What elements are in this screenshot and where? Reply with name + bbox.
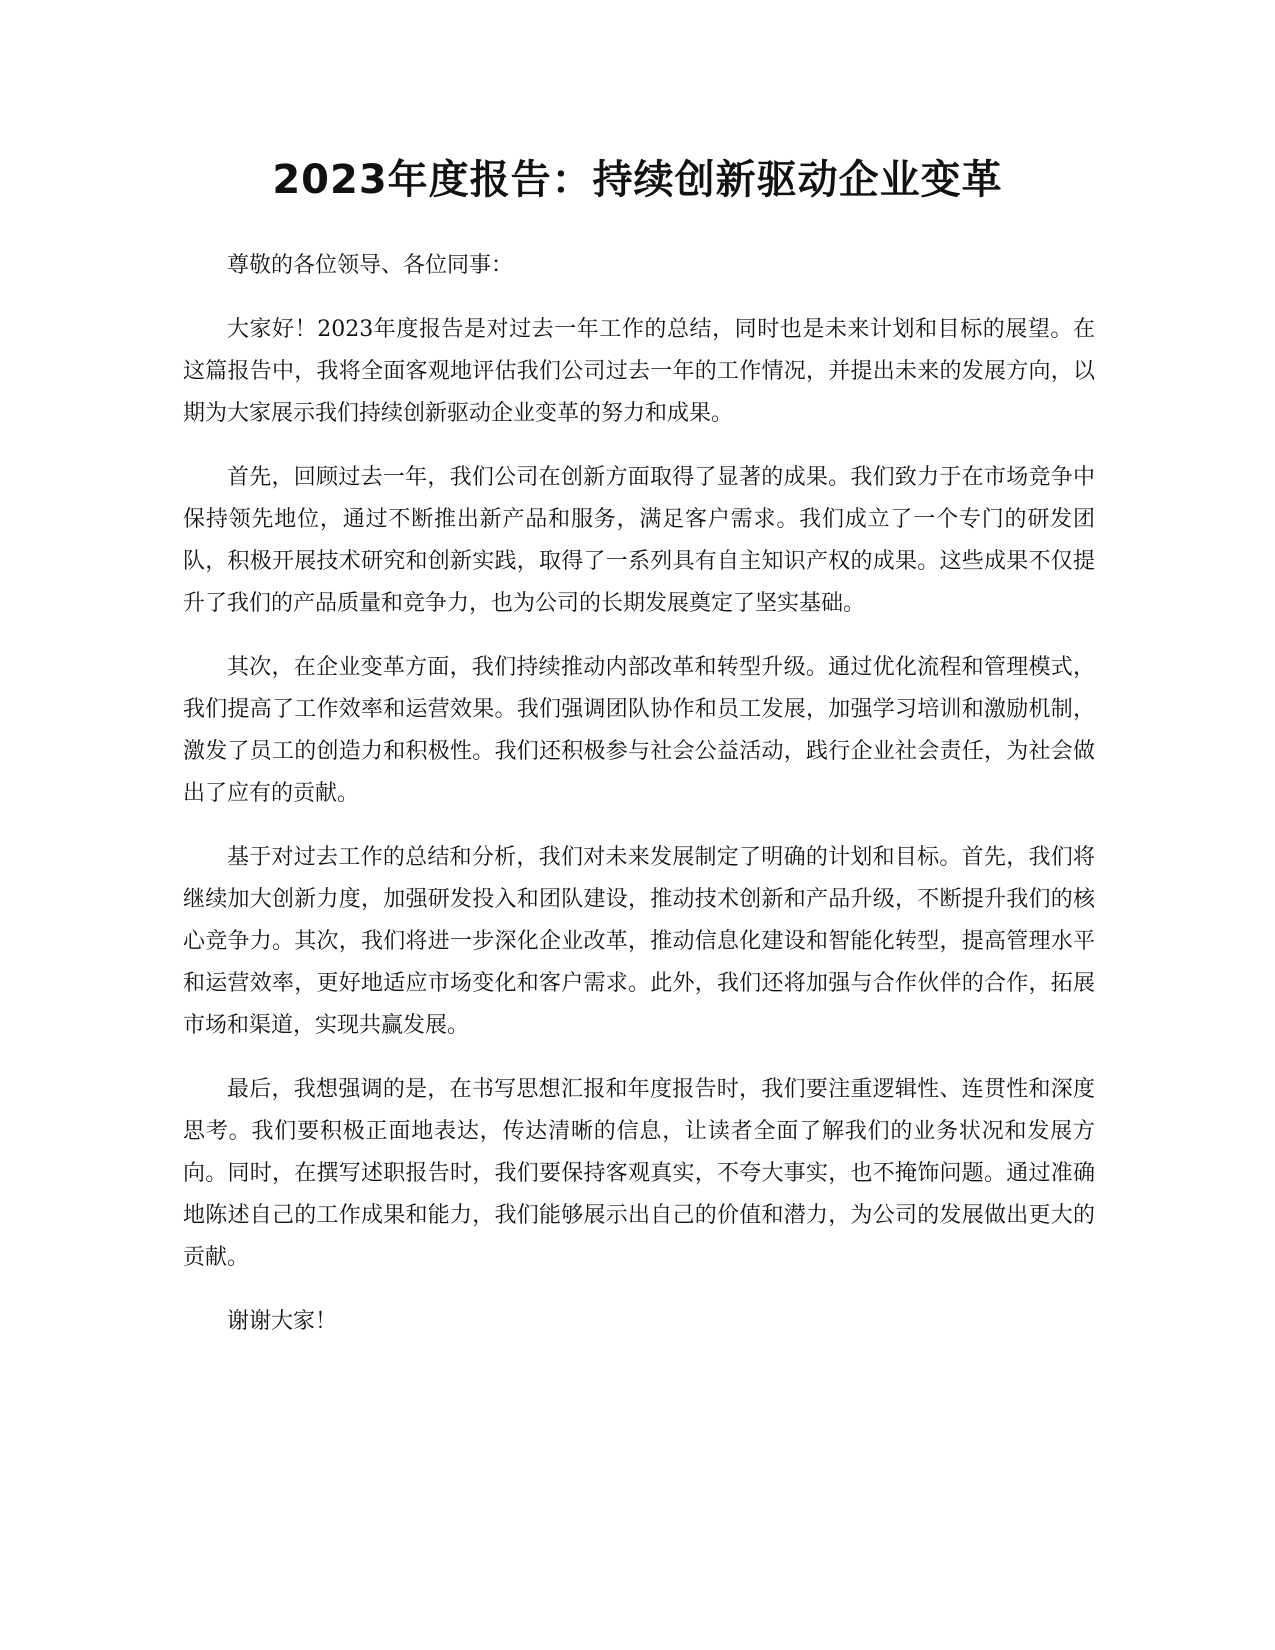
salutation-paragraph: 尊敬的各位领导、各位同事： bbox=[227, 253, 514, 278]
innovation-paragraph: 首先，回顾过去一年，我们公司在创新方面取得了显著的成果。我们致力于在市场竞争中保持领先地位，通过不断推出新产品和服务，满足客户需求。我们成立了一个专门的研发团队，积极开展技术研究和创新实践，取得了一系列具有自主知识产权的成果。这些成果不仅提升了我们的产品质量和竞争力，也为公司的长期发展奠定了坚实基础。 bbox=[183, 465, 1095, 616]
intro-paragraph: 大家好！2023年度报告是对过去一年工作的总结，同时也是未来计划和目标的展望。在这篇报告中，我将全面客观地评估我们公司过去一年的工作情况，并提出未来的发展方向，以期为大家展示我们持续创新驱动企业变革的努力和成果。 bbox=[183, 317, 1095, 426]
closing-remarks-paragraph: 最后，我想强调的是，在书写思想汇报和年度报告时，我们要注重逻辑性、连贯性和深度思考。我们要积极正面地表达，传达清晰的信息，让读者全面了解我们的业务状况和发展方向。同时，在撰写述职报告时，我们要保持客观真实，不夸大事实，也不掩饰问题。通过准确地陈述自己的工作成果和能力，我们能够展示出自己的价值和潜力，为公司的发展做出更大的贡献。 bbox=[183, 1077, 1095, 1270]
thanks-paragraph: 谢谢大家！ bbox=[227, 1309, 338, 1334]
reform-paragraph: 其次，在企业变革方面，我们持续推动内部改革和转型升级。通过优化流程和管理模式，我们提高了工作效率和运营效果。我们强调团队协作和员工发展，加强学习培训和激励机制，激发了员工的创造力和积极性。我们还积极参与社会公益活动，践行企业社会责任，为社会做出了应有的贡献。 bbox=[183, 655, 1095, 806]
document-title: 2023年度报告：持续创新驱动企业变革 bbox=[272, 157, 1003, 203]
future-plan-paragraph: 基于对过去工作的总结和分析，我们对未来发展制定了明确的计划和目标。首先，我们将继续加大创新力度，加强研发投入和团队建设，推动技术创新和产品升级，不断提升我们的核心竞争力。其次，我们将进一步深化企业改革，推动信息化建设和智能化转型，提高管理水平和运营效率，更好地适应市场变化和客户需求。此外，我们还将加强与合作伙伴的合作，拓展市场和渠道，实现共赢发展。 bbox=[183, 845, 1095, 1038]
document-body bbox=[183, 245, 1095, 1365]
